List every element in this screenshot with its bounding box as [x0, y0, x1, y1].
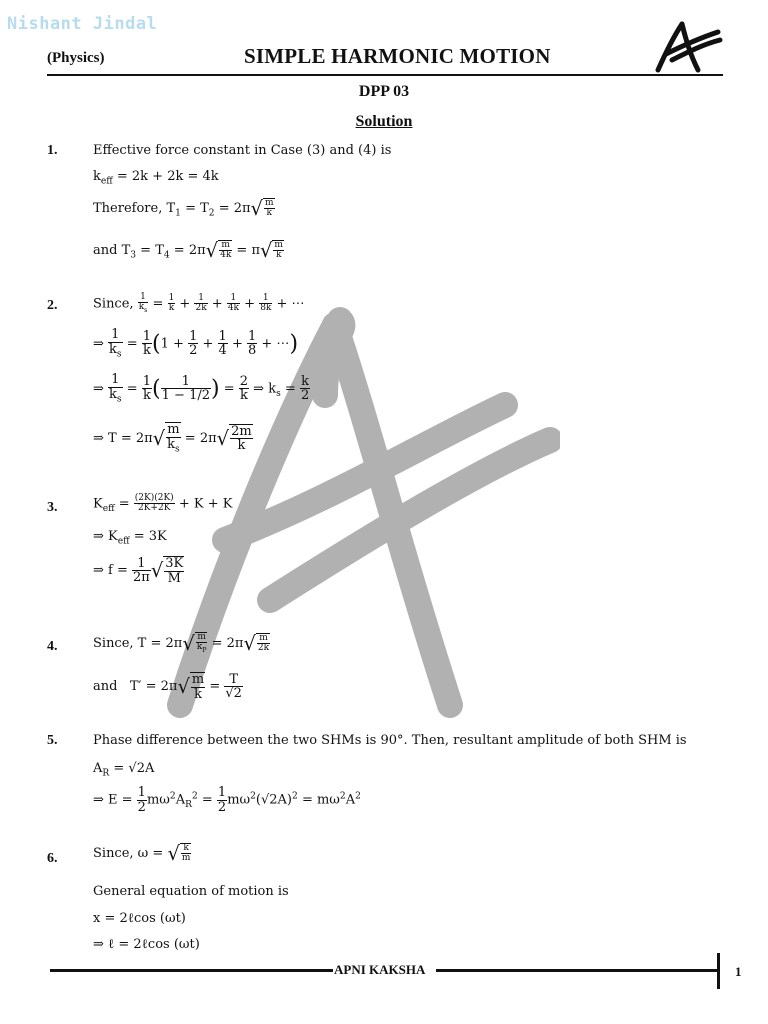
- question-number-2: 2.: [47, 298, 58, 313]
- page-number: 1: [735, 964, 742, 979]
- author-watermark: Nishant Jindal: [7, 14, 158, 34]
- dpp-label: DPP 03: [358, 83, 410, 100]
- q6-l: ⇒ ℓ = 2ℓcos (ωt): [93, 937, 200, 952]
- footer-rule-right: [436, 969, 717, 972]
- q3-keff: $K_{eff}$ = $\frac{(2K)(2K)}{2K+2K}$ + K + K: [93, 493, 233, 515]
- brand-logo-icon: [652, 20, 724, 74]
- q4-since: Since, T = 2π√ $\frac{m}{k_P}$ = 2π√ $\frac{m}{2k}$: [93, 631, 270, 655]
- q6-since: Since, ω = √ $\frac{k}{m}$: [93, 841, 191, 865]
- footer-divider: [717, 953, 720, 989]
- q6-general: General equation of motion is: [93, 884, 289, 899]
- question-number-6: 6.: [47, 851, 58, 866]
- footer-brand: APNI KAKSHA: [334, 962, 426, 977]
- q6-x: x = 2ℓcos (ωt): [93, 911, 186, 926]
- solution-heading: Solution: [355, 113, 413, 130]
- q2-period: ⇒ T = 2π√ $\frac{m}{k_s}$ = 2π√ $\frac{2m}{k}$: [93, 422, 252, 455]
- header-rule: [47, 74, 723, 76]
- page-title: SIMPLE HARMONIC MOTION: [244, 44, 551, 68]
- q1-keff: $k_{eff} = 2k + 2k = 4k$: [93, 169, 219, 187]
- q5-energy: ⇒ E = $\frac{1}{2}$ $m\omega^2A_R^2$ = $\frac{1}{2}$ $m\omega^2(√2A)^2 = m\omega^2A^2$: [93, 785, 361, 815]
- subject-label: (Physics): [47, 50, 105, 66]
- q1-therefore: Therefore, $T_1 = T_2 = 2\pi√$ $\frac{m}{k}$: [93, 196, 274, 220]
- q2-since: Since, $\frac{1}{k_s}$ = $\frac{1}{k}$ + $\frac{1}{2k}$ + $\frac{1}{4k}$ + $\frac{1}{8k}$ + ⋯: [93, 292, 305, 315]
- q2-series: ⇒ $\frac{1}{k_s}$ = $\frac{1}{k}$ (1 + $\frac{1}{2}$ + $\frac{1}{4}$ + $\frac{1}{8}$ + ⋯): [93, 327, 299, 360]
- q5-amplitude: $A_R = √2A$: [93, 761, 155, 779]
- q2-sum: ⇒ $\frac{1}{k_s}$ = $\frac{1}{k}$ ( $\frac{1}{1 - 1/2}$ ) = $\frac{2}{k}$ ⇒ $k_s$ = $\frac{k}{2}$: [93, 372, 310, 405]
- question-number-5: 5.: [47, 733, 58, 748]
- q4-and: and T′ = 2π√ $\frac{m}{k}$ = $\frac{T}{√2}$: [93, 671, 242, 702]
- question-number-1: 1.: [47, 143, 58, 158]
- q1-text: Effective force constant in Case (3) and (4) is: [93, 143, 392, 158]
- footer-rule-left: [50, 969, 333, 972]
- q1-and: and $T_3 = T_4 = 2\pi√$ $\frac{m}{4k}$ = π√ $\frac{m}{k}$: [93, 238, 283, 262]
- q3-keff-result: ⇒ $K_{eff} = 3K$: [93, 529, 167, 547]
- q5-text: Phase difference between the two SHMs is 90°. Then, resultant amplitude of both SHM is: [93, 733, 687, 748]
- question-number-3: 3.: [47, 500, 58, 515]
- question-number-4: 4.: [47, 639, 58, 654]
- q3-frequency: ⇒ f = $\frac{1}{2\pi}$ √ $\frac{3K}{M}$: [93, 555, 184, 586]
